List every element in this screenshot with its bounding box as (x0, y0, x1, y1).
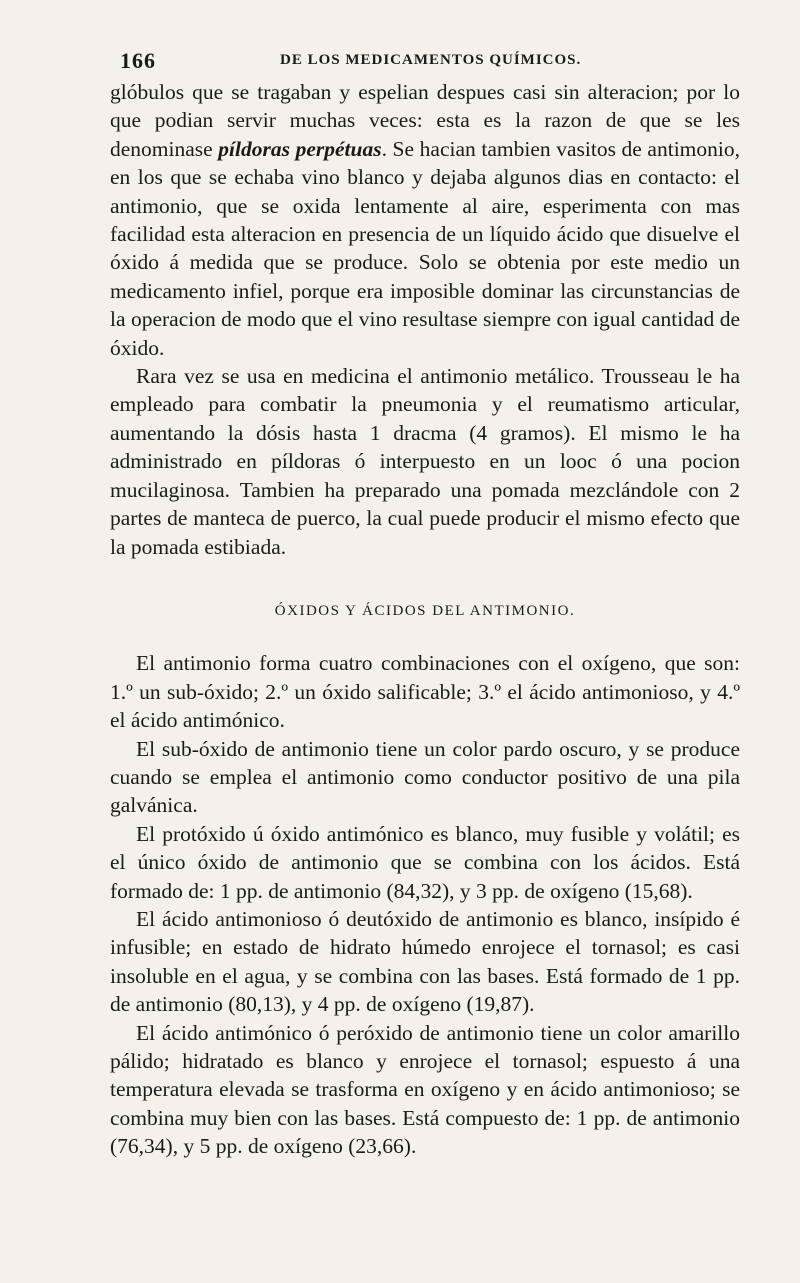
paragraph-text-before: glóbulos que se tragaban y espelian despues casi sin alteracion; por lo que podian servir muchas veces: esta es la razon de que se les denominase (110, 80, 740, 161)
paragraph: El protóxido ú óxido antimónico es blanco, muy fusible y volátil; es el único óxido de antimonio que se combina con los ácidos. Está formado de: 1 pp. de antimonio (84,32), y 3 pp. de oxígeno (15,68). (110, 821, 740, 903)
body-text (110, 78, 740, 1161)
paragraph: El ácido antimonioso ó deutóxido de antimonio es blanco, insípido é infusible; en estado de hidrato húmedo enrojece el tornasol; es casi insoluble en el agua, y se combina con las bases. Está formado de 1 pp. de antimonio (80,13), y 4 pp. de oxígeno (19,87). (110, 906, 740, 1017)
running-title: DE LOS MEDICAMENTOS QUÍMICOS. (280, 52, 582, 68)
paragraph: Rara vez se usa en medicina el antimonio metálico. Trousseau le ha empleado para combatir la pneumonia y el reumatismo articular, aumentando la dósis hasta 1 dracma (4 gramos). El mismo le ha administrado en píldoras ó interpuesto en un looc ó una pocion mucilaginosa. Tambien ha preparado una pomada mezclándole con 2 partes de manteca de puerco, la cual puede producir el mismo efecto que la pomada estibiada. (110, 364, 740, 559)
section-heading: ÓXIDOS Y ÁCIDOS DEL ANTIMONIO. (274, 602, 576, 619)
paragraph: El ácido antimónico ó peróxido de antimonio tiene un color amarillo pálido; hidratado es blanco y enrojece el tornasol; espuesto á una temperatura elevada se trasforma en oxígeno y en ácido antimonioso; se combina muy bien con las bases. Está compuesto de: 1 pp. de antimonio (76,34), y 5 pp. de oxígeno (23,66). (110, 1020, 740, 1159)
paragraph-continuation (110, 78, 740, 362)
page-number: 166 (120, 48, 156, 73)
paragraph: El antimonio forma cuatro combinaciones con el oxígeno, que son: 1.º un sub-óxido; 2.º un óxido salificable; 3.º el ácido antimonioso, y 4.º el ácido antimónico. (110, 651, 740, 733)
paragraph: El sub-óxido de antimonio tiene un color pardo oscuro, y se produce cuando se emplea el antimonio como conductor positivo de una pila galvánica. (110, 736, 740, 818)
running-head (110, 40, 740, 73)
italic-term: píldoras perpétuas (218, 136, 382, 161)
paragraph-text-after: . Se hacian tambien vasitos de antimonio, en los que se echaba vino blanco y dejaba algunos dias en contacto: el antimonio, que se oxida lentamente al aire, esperimenta con mas facilidad esta alteracion en presencia de un líquido ácido que disuelve el óxido á medida que se produce. Solo se obtenia por este medio un medicamento infiel, porque era imposible dominar las circunstancias de la operacion de modo que el vino resultase siempre con igual cantidad de óxido. (110, 136, 740, 360)
